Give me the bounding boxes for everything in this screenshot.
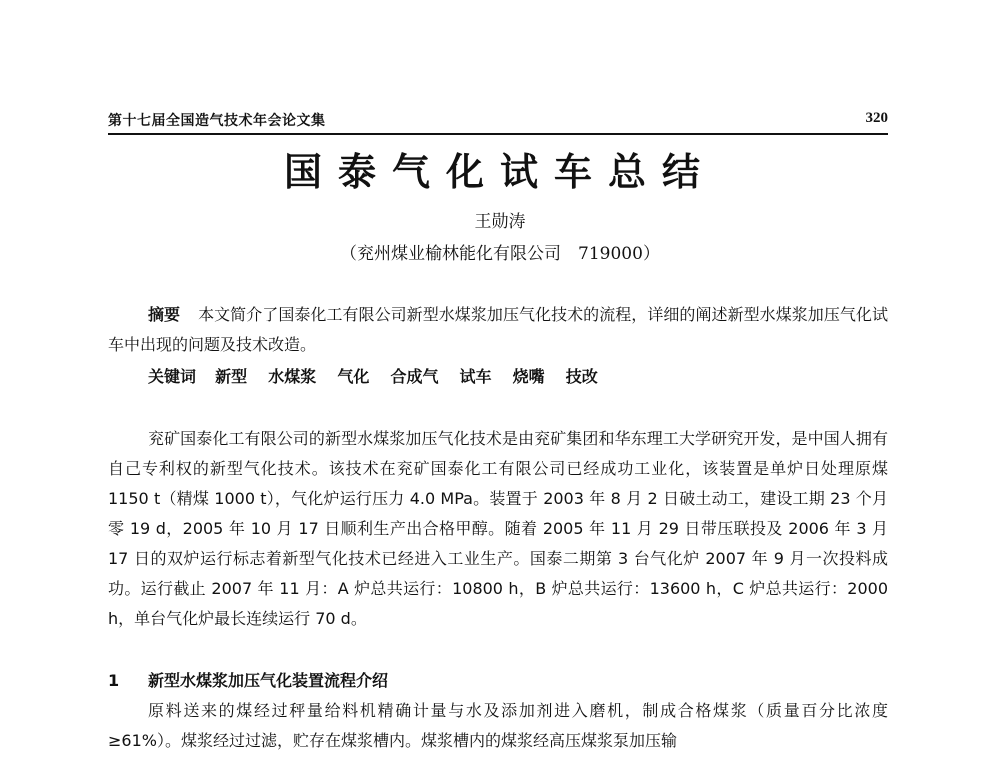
paper-title: 国泰气化试车总结 [283,149,716,194]
section-title: 新型水煤浆加压气化装置流程介绍 [148,671,389,690]
journal-title: 第十七届全国造气技术年会论文集 [108,113,326,129]
keyword: 水煤浆 [268,367,317,386]
header-rule [108,133,888,135]
abstract-label: 摘要 [148,305,181,324]
keywords [108,362,888,392]
running-header [108,110,888,132]
keyword: 合成气 [390,367,439,386]
keyword: 气化 [337,367,370,386]
author-affiliation: （兖州煤业榆林能化有限公司 719000） [340,244,660,264]
body-paragraph: 原料送来的煤经过秤量给料机精确计量与水及添加剂进入磨机，制成合格煤浆（质量百分比浓度≥61%）。煤浆经过过滤，贮存在煤浆槽内。煤浆槽内的煤浆经高压煤浆泵加压输 [108,701,888,750]
keywords-label: 关键词 [148,367,197,386]
keyword: 技改 [565,367,598,386]
keyword: 试车 [459,367,492,386]
page-number: 320 [865,110,888,126]
abstract [108,300,888,360]
abstract-text: 本文简介了国泰化工有限公司新型水煤浆加压气化技术的流程，详细的阐述新型水煤浆加压气化试车中出现的问题及技术改造。 [108,305,888,354]
section-heading [108,666,888,696]
keyword: 新型 [215,367,248,386]
body-paragraph: 兖矿国泰化工有限公司的新型水煤浆加压气化技术是由兖矿集团和华东理工大学研究开发，是中国人拥有自己专利权的新型气化技术。该技术在兖矿国泰化工有限公司已经成功工业化，该装置是单炉日处理原煤 1150 t（精煤 1000 t），气化炉运行压力 4.0 MPa。装置于 2003 年 8 月 2 日破土动工，建设工期 23 个月零 19 d，2005 年 10 月 17 日顺利生产出合格甲醇。随着 2005 年 11 月 29 日带压联投及 2006 年 3 月 17 日的双炉运行标志着新型气化技术已经进入工业生产。国泰二期第 3 台气化炉 2007 年 9 月一次投料成功。运行截止 2007 年 11 月：A 炉总共运行：10800 h，B 炉总共运行：13600 h，C 炉总共运行：2000 h，单台气化炉最长连续运行 70 d。 [108,429,888,628]
keyword: 烧嘴 [512,367,545,386]
author-name: 王勋涛 [474,212,526,232]
section-number: 1 [108,671,120,690]
